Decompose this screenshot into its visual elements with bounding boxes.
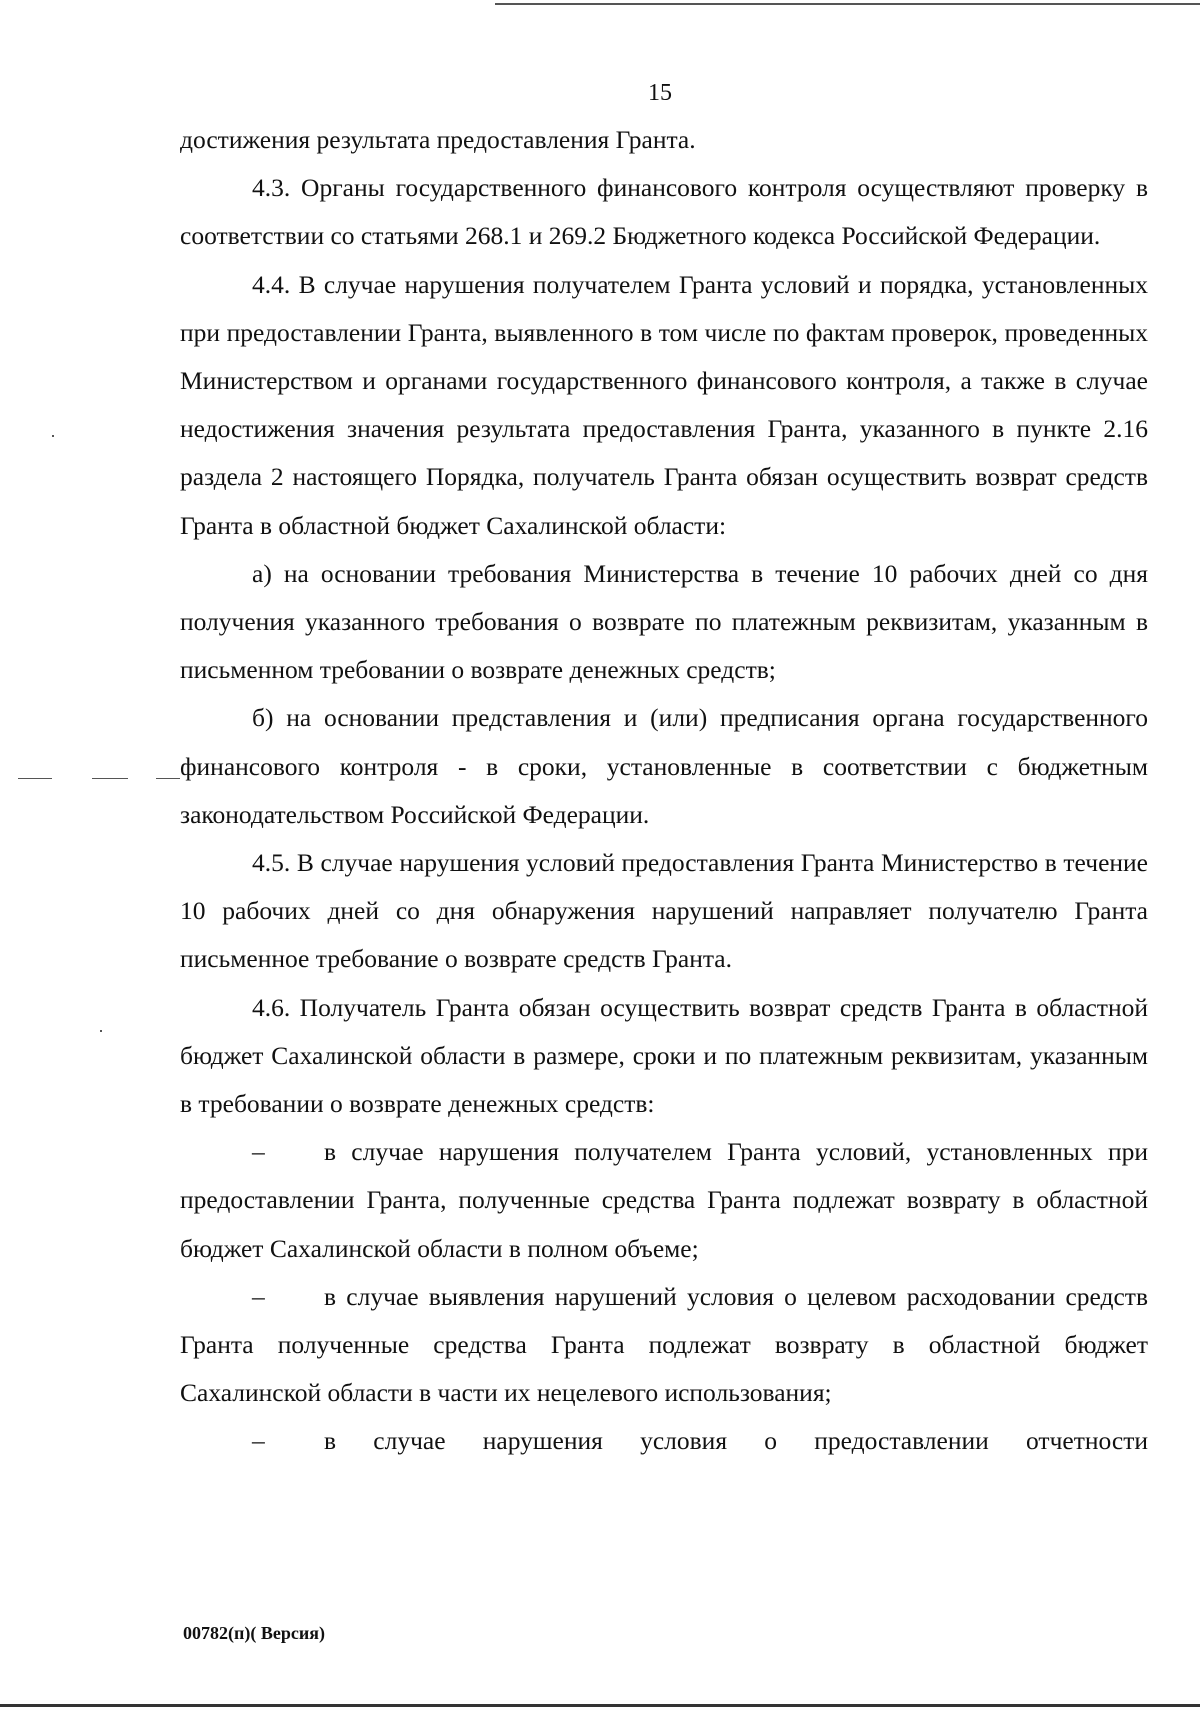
- dash-marker: –: [252, 1426, 265, 1456]
- paragraph-4-6: 4.6. Получатель Гранта обязан осуществить возврат средств Гранта в областной бюджет Сахалинской области в размере, сроки и по платежным реквизитам, указанным в требовании о возврате денежных средств:: [180, 992, 1148, 1119]
- paragraph-continuation: достижения результата предоставления Гранта.: [180, 125, 696, 154]
- paragraph-4-4-a: а) на основании требования Министерства в течение 10 рабочих дней со дня получения указанного требования о возврате по платежным реквизитам, указанным в письменном требовании о возврате денежных средств;: [180, 558, 1148, 685]
- list-item-text: в случае нарушения получателем Гранта условий, установленных при предоставлении Гранта, полученные средства Гранта подлежат возврату в областной бюджет Сахалинской области в полном объеме;: [180, 1137, 1148, 1263]
- paragraph-4-5: 4.5. В случае нарушения условий предоставления Гранта Министерство в течение 10 рабочих дней со дня обнаружения нарушений направляет получателю Гранта письменное требование о возврате средств Гранта.: [180, 848, 1148, 974]
- list-item: [180, 1128, 1148, 1273]
- scan-artifact: [18, 778, 52, 779]
- list-item: [180, 1417, 1148, 1465]
- bottom-scan-edge: [0, 1704, 1200, 1707]
- document-body: [180, 116, 1148, 1466]
- list-item-text: в случае выявления нарушений условия о целевом расходовании средств Гранта полученные средства Гранта подлежат возврату в областной бюджет Сахалинской области в части их нецелевого использования;: [180, 1281, 1148, 1408]
- paragraph-4-3: 4.3. Органы государственного финансового контроля осуществляют проверку в соответствии со статьями 268.1 и 269.2 Бюджетного кодекса Российской Федерации.: [180, 173, 1148, 251]
- footer-document-code: 00782(п)( Версия): [183, 1623, 325, 1643]
- dash-marker: –: [252, 1137, 265, 1167]
- scan-artifact: [92, 778, 128, 779]
- top-scan-edge: [495, 3, 1200, 5]
- paragraph-4-4-b: б) на основании представления и (или) предписания органа государственного финансового контроля - в сроки, установленные в соответствии с бюджетным законодательством Российской Федерации.: [180, 703, 1148, 829]
- scan-artifact: [52, 435, 54, 437]
- scan-artifact: [156, 778, 180, 779]
- dash-marker: –: [252, 1281, 265, 1311]
- list-item-text: в случае нарушения условия о предоставлении отчетности: [324, 1426, 1148, 1456]
- list-item: [180, 1273, 1148, 1418]
- page-number: 15: [648, 80, 672, 106]
- paragraph-4-4: 4.4. В случае нарушения получателем Гранта условий и порядка, установленных при предоставлении Гранта, выявленного в том числе по фактам проверок, проведенных Министерством и органами государственного финансового контроля, а также в случае недостижения значения результата предоставления Гранта, указанного в пункте 2.16 раздела 2 настоящего Порядка, получатель Гранта обязан осуществить возврат средств Гранта в областной бюджет Сахалинской области:: [180, 269, 1148, 540]
- scan-artifact: [100, 1030, 102, 1032]
